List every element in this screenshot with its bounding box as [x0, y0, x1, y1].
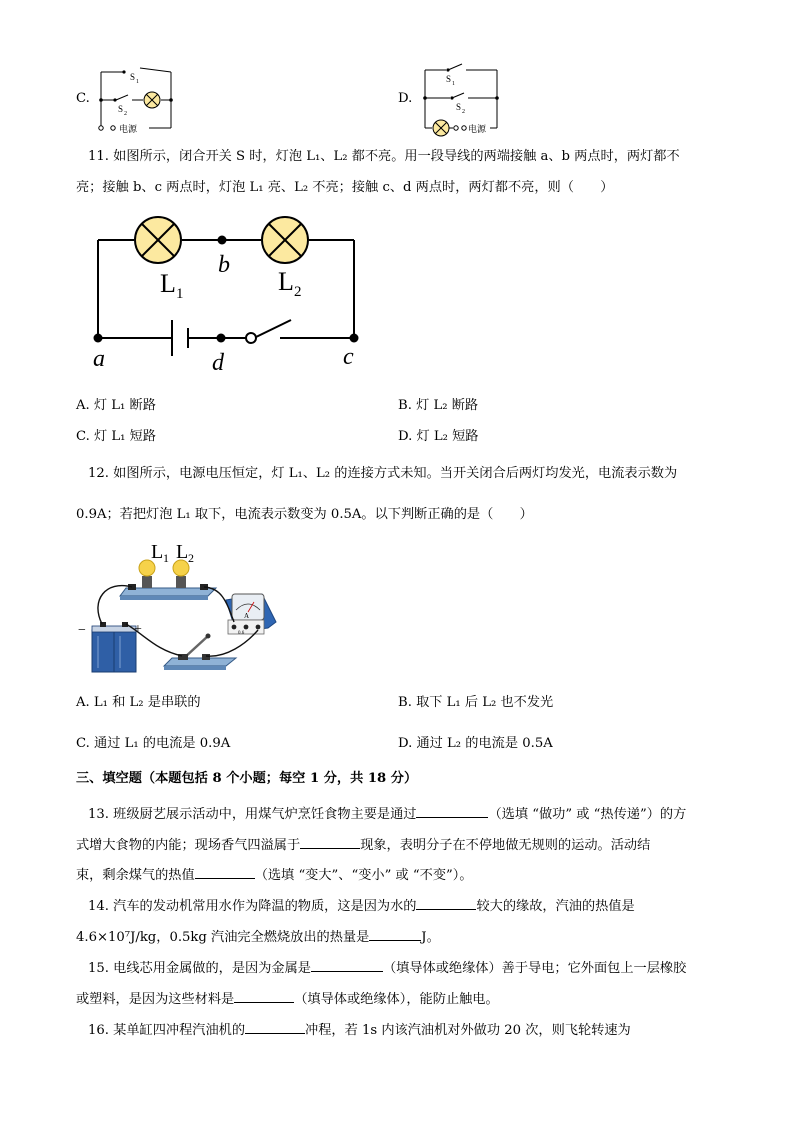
- q15-text-2b: （填导体或绝缘体），能防止触电。: [294, 992, 499, 1007]
- q11-l2-sub: 2: [294, 284, 302, 300]
- q14-blank-1[interactable]: [416, 897, 476, 910]
- q16-text-1b: 冲程，若 1s 内该汽油机对外做功 20 次，则飞轮转速为: [305, 1023, 631, 1038]
- q13-blank-1[interactable]: [416, 805, 488, 818]
- q14-text-1b: 较大的缘故，汽油的热值是: [476, 899, 635, 914]
- q15-blank-2[interactable]: [234, 990, 294, 1003]
- q14-text-2b: J。: [421, 930, 440, 945]
- q12-line-1: 12. 如图所示，电源电压恒定，灯 L₁、L₂ 的连接方式未知。当开关闭合后两灯均发光，电流表示数为: [88, 466, 678, 481]
- q12-ammeter-label: A: [244, 612, 250, 620]
- q13-blank-3[interactable]: [195, 866, 255, 879]
- q12-l2-sub: 2: [188, 551, 194, 565]
- q12-plus-sign: +: [134, 622, 142, 637]
- q14-line-1: [88, 897, 635, 915]
- q15-text-1a: 15. 电线芯用金属做的，是因为金属是: [88, 961, 311, 976]
- c-s1-label: S: [130, 72, 136, 82]
- option-c-label: C.: [76, 91, 90, 106]
- c-s2-label: S: [118, 104, 124, 114]
- d-s2-sub: 2: [462, 109, 465, 115]
- q11-line-2: 亮；接触 b、c 两点时，灯泡 L₁ 亮、L₂ 不亮；接触 c、d 两点时，两灯都不亮，则（ ）: [76, 180, 614, 195]
- option-d-label: D.: [398, 91, 413, 106]
- q13-text-1b: （选填 “做功” 或 “热传递”）的方: [488, 807, 687, 822]
- q12-option-c[interactable]: C. 通过 L₁ 的电流是 0.9A: [76, 736, 231, 751]
- q12-l1-sub: 1: [163, 551, 169, 565]
- q11-option-a[interactable]: A. 灯 L₁ 断路: [76, 398, 156, 413]
- d-s2-label: S: [456, 102, 462, 112]
- q11-option-b[interactable]: B. 灯 L₂ 断路: [398, 398, 479, 413]
- q14-blank-2[interactable]: [369, 928, 421, 941]
- q14-text-2a: 4.6×10⁷J/kg，0.5kg 汽油完全燃烧放出的热量是: [76, 930, 370, 945]
- q11-l1-label: L: [160, 269, 176, 298]
- d-power-label: 电源: [468, 124, 487, 134]
- q11-line-1: 11. 如图所示，闭合开关 S 时，灯泡 L₁、L₂ 都不亮。用一段导线的两端接触 a、b 两点时，两灯都不: [88, 149, 680, 164]
- q16-text-1a: 16. 某单缸四冲程汽油机的: [88, 1023, 246, 1038]
- c-s1-sub: 1: [136, 79, 139, 85]
- q13-text-1a: 13. 班级厨艺展示活动中，用煤气炉烹饪食物主要是通过: [88, 807, 417, 822]
- c-power-label: 电源: [119, 124, 138, 134]
- q15-line-1: [88, 959, 686, 977]
- q11-point-c: c: [343, 344, 354, 370]
- q12-physical-circuit-picture: [76, 540, 286, 678]
- q13-line-2: [76, 836, 650, 854]
- q12-l2-label: L: [176, 541, 189, 563]
- q15-blank-1[interactable]: [311, 959, 383, 972]
- q12-line-2: 0.9A；若把灯泡 L₁ 取下，电流表示数变为 0.5A。以下判断正确的是（ ）: [76, 507, 533, 522]
- option-d-circuit-diagram: [420, 58, 502, 140]
- q15-text-2a: 或塑料，是因为这些材料是: [76, 992, 235, 1007]
- q13-text-2a: 式增大食物的内能；现场香气四溢属于: [76, 838, 301, 853]
- q14-text-1a: 14. 汽车的发动机常用水作为降温的物质，这是因为水的: [88, 899, 417, 914]
- q12-option-b[interactable]: B. 取下 L₁ 后 L₂ 也不发光: [398, 695, 554, 710]
- q15-text-1b: （填导体或绝缘体）善于导电；它外面包上一层橡胶: [382, 961, 687, 976]
- q12-ammeter-scale: 0.6: [238, 631, 245, 636]
- q12-option-d[interactable]: D. 通过 L₂ 的电流是 0.5A: [398, 736, 553, 751]
- q11-point-b: b: [218, 252, 230, 278]
- q13-blank-2[interactable]: [300, 836, 360, 849]
- q15-line-2: [76, 990, 499, 1008]
- q11-option-d[interactable]: D. 灯 L₂ 短路: [398, 429, 479, 444]
- q11-point-d: d: [212, 350, 224, 376]
- q12-option-a[interactable]: A. L₁ 和 L₂ 是串联的: [76, 695, 201, 710]
- q16-blank-1[interactable]: [245, 1021, 305, 1034]
- q13-line-1: [88, 805, 686, 823]
- q11-l2-label: L: [278, 267, 294, 296]
- q13-line-3: [76, 866, 473, 884]
- d-s1-label: S: [446, 74, 452, 84]
- q11-point-a: a: [93, 346, 105, 372]
- q13-text-3a: 束，剩余煤气的热值: [76, 868, 195, 883]
- option-c-circuit-diagram: [96, 62, 176, 138]
- q11-l1-sub: 1: [176, 286, 184, 302]
- q14-line-2: [76, 928, 440, 946]
- section-3-heading: 三、填空题（本题包括 8 个小题；每空 1 分，共 18 分）: [76, 771, 418, 786]
- q11-circuit-diagram: [84, 214, 374, 379]
- q16-line-1: [88, 1021, 631, 1039]
- q12-minus-sign: −: [78, 623, 86, 638]
- c-s2-sub: 2: [124, 111, 127, 117]
- q12-l1-label: L: [151, 541, 164, 563]
- q13-text-3b: （选填 “变大”、“变小” 或 “不变”）。: [254, 868, 473, 883]
- d-s1-sub: 1: [452, 81, 455, 87]
- q13-text-2b: 现象，表明分子在不停地做无规则的运动。活动结: [360, 838, 651, 853]
- q11-option-c[interactable]: C. 灯 L₁ 短路: [76, 429, 156, 444]
